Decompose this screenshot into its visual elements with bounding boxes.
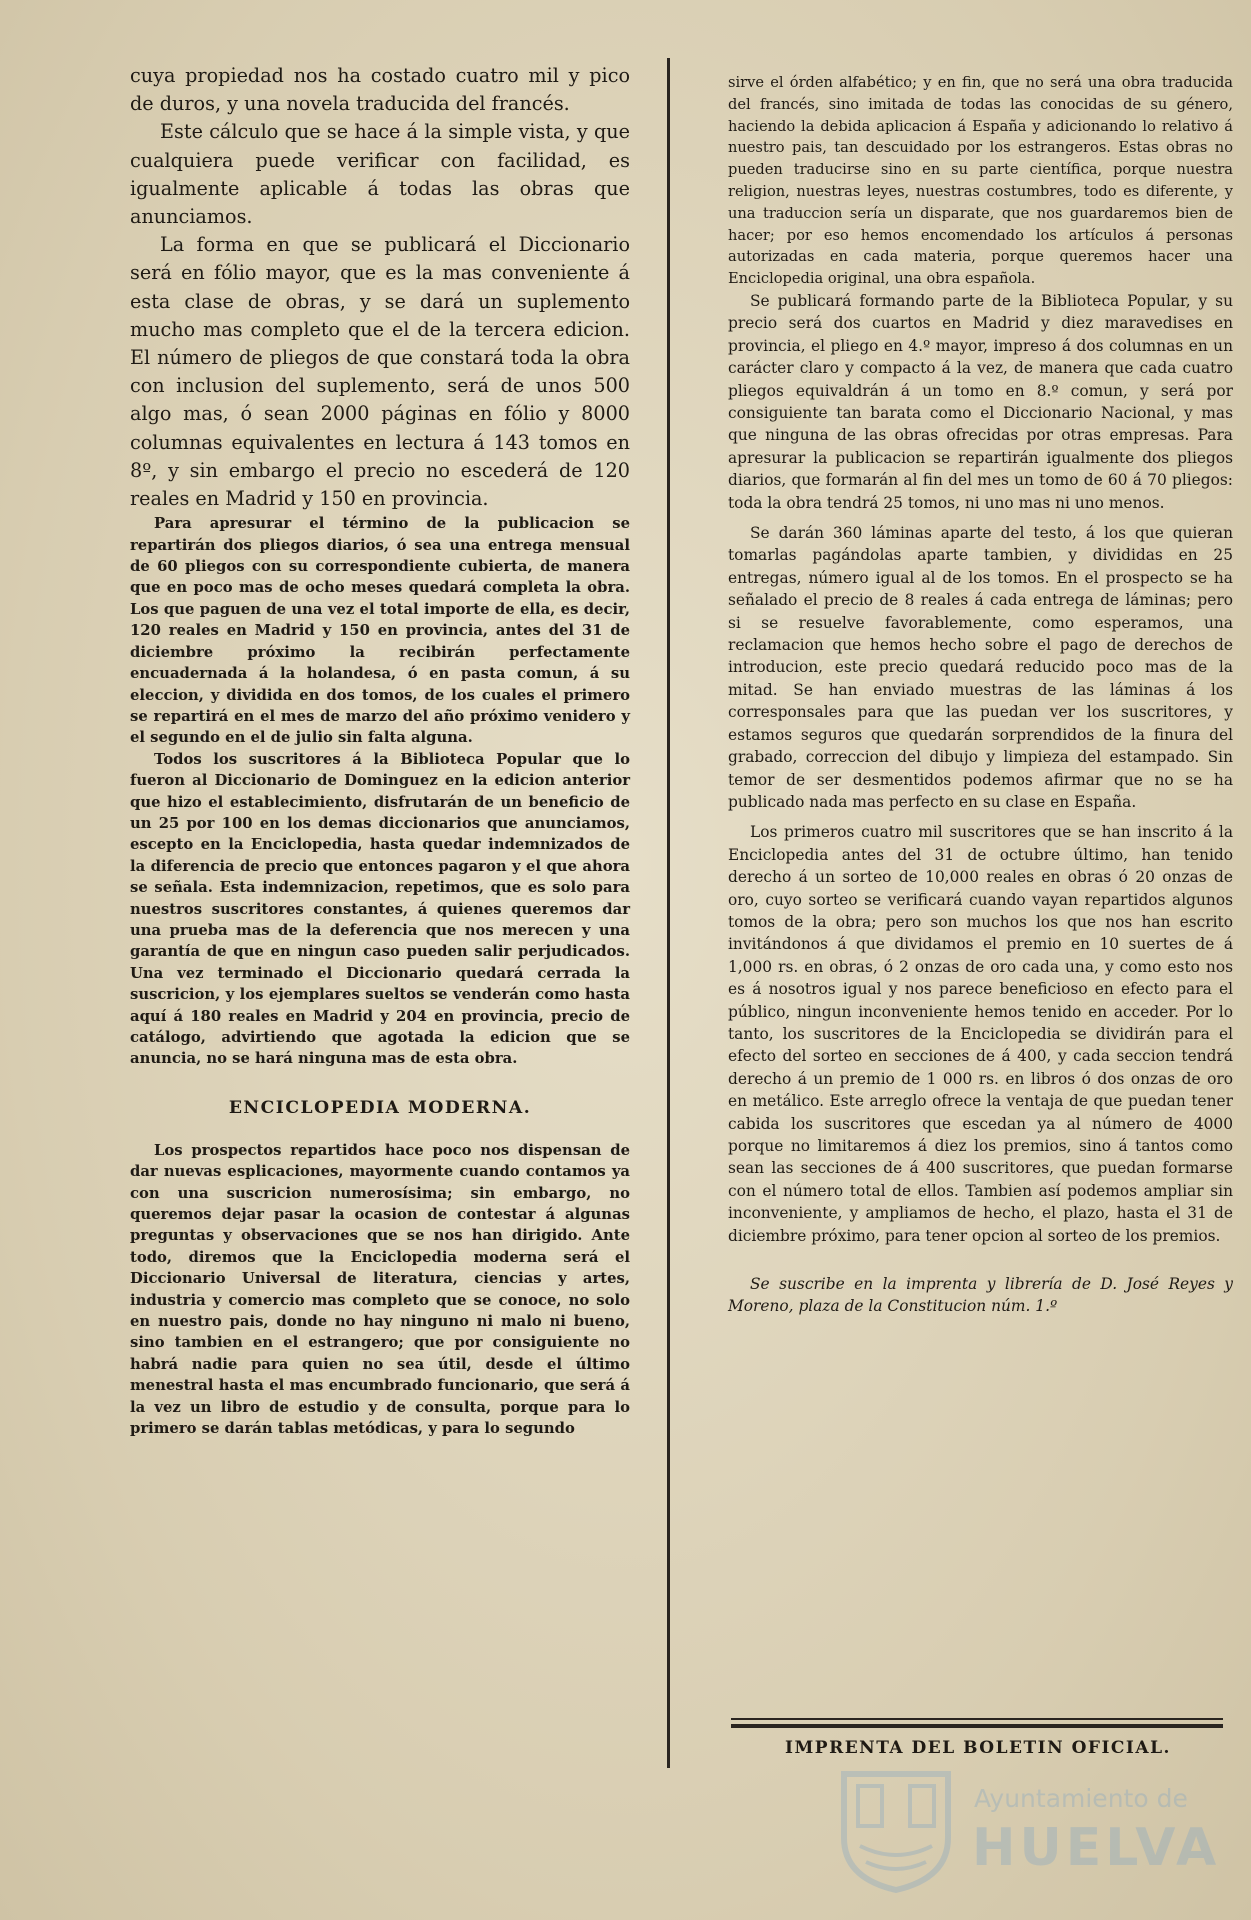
calculation-paragraph: Este cálculo que se hace á la simple vista, y que cualquiera puede verificar con facilidad, es igualmente aplicable á todas las obras que anunciamos. xyxy=(130,120,630,229)
continuation-paragraph: sirve el órden alfabético; y en fin, que no será una obra traducida del francés, sino imitada de todas las conocidas de su género, haciendo la debida aplicacion á España y adicionando lo relativo á nuestro pais, tan descuidado por los estrangeros. Estas obras no pueden traducirse sino en su parte científica, porque nuestra religion, nuestras leyes, nuestras costumbres, todo es diferente, y una traduccion sería un disparate, que nos guardaremos bien de hacer; por eso hemos encomendado los artículos á personas autorizadas en cada materia, porque queremos hacer una Enciclopedia original, una obra española. xyxy=(728,74,1233,288)
section-heading-enciclopedia: ENCICLOPEDIA MODERNA. xyxy=(228,1097,532,1118)
left-column xyxy=(130,62,630,1440)
delivery-paragraph: Para apresurar el término de la publicacion se repartirán dos pliegos diarios, ó sea una entrega mensual de 60 pliegos con su correspondiente cubierta, de manera que en poco mas de ocho meses quedará completa la obra. Los que paguen de una vez el total importe de ella, es decir, 120 reales en Madrid y 150 en provincia, antes del 31 de diciembre próximo la recibirán perfectamente encuadernada á la holandesa, ó en pasta comun, á su eleccion, y dividida en dos tomos, de los cuales el primero se repartirá en el mes de marzo del año próximo venidero y el segundo en el de julio sin falta alguna. xyxy=(130,515,630,747)
intro-continuation-paragraph: cuya propiedad nos ha costado cuatro mil y pico de duros, y una novela traducida del francés. xyxy=(130,64,630,116)
watermark-ayuntamiento-huelva xyxy=(836,1768,1236,1896)
publication-paragraph: Se publicará formando parte de la Biblioteca Popular, y su precio será dos cuartos en Madrid y diez maravedises en provincia, el pliego en 4.º mayor, impreso á dos columnas en un carácter claro y compacto á la vez, de manera que cada cuatro pliegos equivaldrán á un tomo en 8.º comun, y será por consiguiente tan barata como el Diccionario Nacional, y mas que ninguna de las obras ofrecidas por otras empresas. Para apresurar la publicacion se repartirán igualmente dos pliegos diarios, que formarán al fin del mes un tomo de 60 á 70 pliegos: toda la obra tendrá 25 tomos, ni uno mas ni uno menos. xyxy=(728,291,1233,512)
footer-rule-bottom xyxy=(731,1724,1223,1728)
watermark-line-2: HUELVA xyxy=(972,1818,1221,1878)
prospectus-paragraph: Los prospectos repartidos hace poco nos dispensan de dar nuevas esplicaciones, mayormente cuando contamos ya con una suscricion numerosísima; sin embargo, no queremos dejar pasar la ocasion de contestar á algunas preguntas y observaciones que se nos han dirigido. Ante todo, diremos que la Enciclopedia moderna será el Diccionario Universal de literatura, ciencias y artes, industria y comercio mas completo que se conoce, no solo en nuestro pais, donde no hay ninguno ni malo ni bueno, sino tambien en el estrangero; que por consiguiente no habrá nadie para quien no sea útil, desde el último menestral hasta el mas encumbrado funcionario, que será á la vez un libro de estudio y de consulta, porque para lo primero se darán tablas metódicas, y para lo segundo xyxy=(130,1141,630,1438)
subscribe-notice: Se suscribe en la imprenta y librería de D. José Reyes y Moreno, plaza de la Constitucion núm. 1.º xyxy=(728,1275,1233,1316)
subscribers-paragraph: Todos los suscritores á la Biblioteca Popular que lo fueron al Diccionario de Dominguez en la edicion anterior que hizo el establecimiento, disfrutarán de un beneficio de un 25 por 100 en los demas diccionarios que anunciamos, escepto en la Enciclopedia, hasta quedar indemnizados de la diferencia de precio que entonces pagaron y el que ahora se señala. Esta indemnizacion, repetimos, que es solo para nuestros suscritores constantes, á quienes queremos dar una prueba mas de la deferencia que nos merecen y una garantía de que en ningun caso pueden salir perjudicados. Una vez terminado el Diccionario quedará cerrada la suscricion, y los ejemplares sueltos se venderán como hasta aquí á 180 reales en Madrid y 204 en provincia, precio de catálogo, advirtiendo que agotada la edicion que se anuncia, no se hará ninguna mas de esta obra. xyxy=(130,750,630,1068)
plates-paragraph: Se darán 360 láminas aparte del testo, á los que quieran tomarlas pagándolas aparte tambien, y divididas en 25 entregas, número igual al de los tomos. En el prospecto se ha señalado el precio de 8 reales á cada entrega de láminas; pero si se resuelve favorablemente, como esperamos, una reclamacion que hemos hecho sobre el pago de derechos de introducion, este precio quedará reducido poco mas de la mitad. Se han enviado muestras de las láminas á los corresponsales para que las puedan ver los suscritores, y estamos seguros que quedarán sorprendidos de la finura del grabado, correccion del dibujo y limpieza del estampado. Sin temor de ser desmentidos podemos afirmar que no se ha publicado nada mas perfecto en su clase en España. xyxy=(728,524,1233,811)
publication-form-paragraph: La forma en que se publicará el Diccionario será en fólio mayor, que es la mas conveniente á esta clase de obras, y se dará un suplemento mucho mas completo que el de la tercera edicion. El número de pliegos de que constará toda la obra con inclusion del suplemento, será de unos 500 algo mas, ó sean 2000 páginas en fólio y 8000 columnas equivalentes en lectura á 143 tomos en 8º, y sin embargo el precio no escederá de 120 reales en Madrid y 150 en provincia. xyxy=(130,233,630,511)
right-column xyxy=(728,72,1233,1318)
lottery-paragraph: Los primeros cuatro mil suscritores que se han inscrito á la Enciclopedia antes del 31 de octubre último, han tenido derecho á un sorteo de 10,000 reales en obras ó 20 onzas de oro, cuyo sorteo se verificará cuando vayan repartidos algunos tomos de la obra; pero son muchos los que nos han escrito invitándonos á que dividamos el premio en 10 suertes de á 1,000 rs. en obras, ó 2 onzas de oro cada una, y como esto nos es á nosotros igual y nos parece beneficioso en efecto para el público, ningun inconveniente hemos tenido en acceder. Por lo tanto, los suscritores de la Enciclopedia se dividirán para el efecto del sorteo en secciones de á 400, y cada seccion tendrá derecho á un premio de 1 000 rs. en libros ó dos onzas de oro en metálico. Este arreglo ofrece la ventaja de que puedan tener cabida los suscritores que escedan ya al número de 4000 porque no limitaremos á diez los premios, sino á tantos como sean las secciones de á 400 suscritores, que puedan formarse con el número total de ellos. Tambien así podemos ampliar sin inconveniente, y ampliamos de hecho, el plazo, hasta el 31 de diciembre próximo, para tener opcion al sorteo de los premios. xyxy=(728,823,1233,1245)
printer-imprint: IMPRENTA DEL BOLETIN OFICIAL. xyxy=(785,1738,1171,1758)
column-divider xyxy=(667,58,670,1768)
crest-icon xyxy=(836,1768,956,1894)
watermark-line-1: Ayuntamiento de xyxy=(974,1784,1188,1813)
footer-rule-top xyxy=(731,1718,1223,1720)
